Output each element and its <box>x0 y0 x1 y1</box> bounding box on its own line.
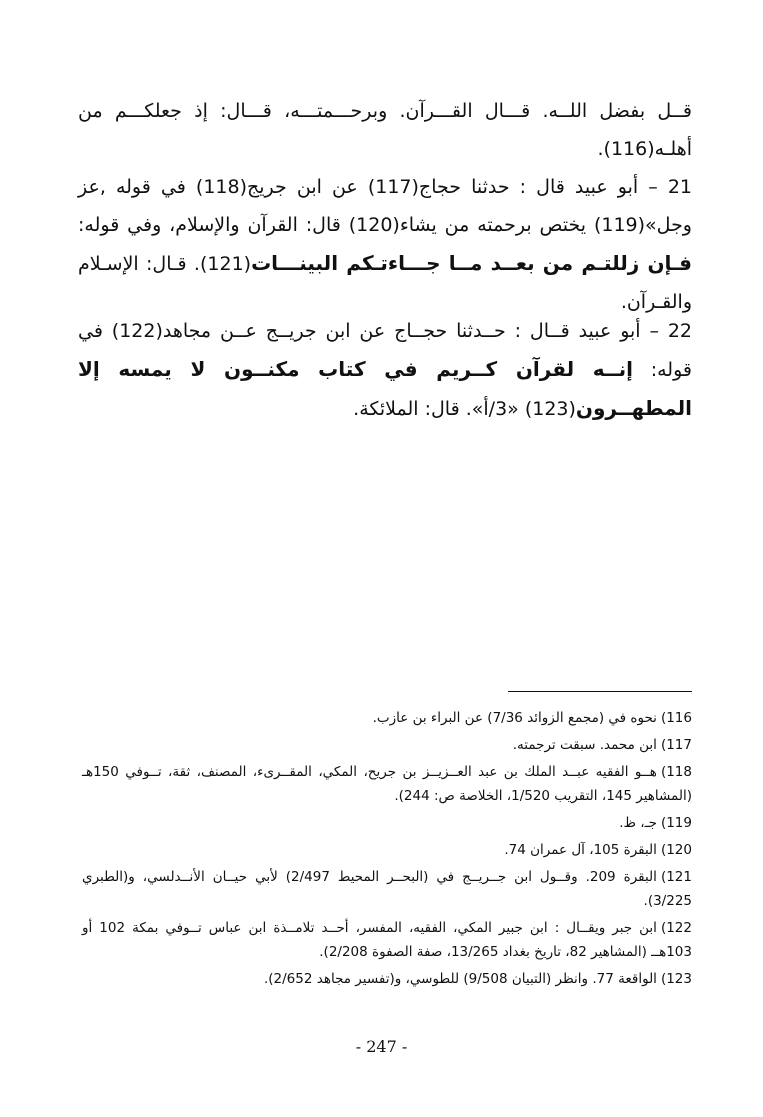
paragraph-22 <box>78 312 692 428</box>
paragraph-1 <box>78 92 692 168</box>
paragraph-21 <box>78 168 692 321</box>
paragraph-21-tail: (121). قـال: الإسـلام والقـرآن. <box>78 253 692 313</box>
footnote-text: الواقعة 77. وانظر (التبيان 9/508) للطوسي، و(تفسير مجاهد 2/652). <box>263 971 657 987</box>
footnote-text: نحوه في (مجمع الزوائد 7/36) عن البراء بن عازب. <box>372 710 657 726</box>
footnote-number: 117) <box>660 737 692 753</box>
footnote-text: ابن محمد. سبقت ترجمته. <box>512 737 657 753</box>
footnote-number: 119) <box>660 815 692 831</box>
footnote-116 <box>82 706 692 730</box>
paragraph-22-intro: 22 – أبو عبيد قــال : حــدثنا حجــاج عن ابن جريــج عــن مجاهد(122) في قوله: <box>78 320 692 381</box>
footnote-117 <box>82 733 692 757</box>
page-number: - 247 - <box>355 1037 408 1056</box>
footnote-number: 116) <box>660 710 692 726</box>
footnote-text: ابن جبر ويقــال : ابن جبير المكي، الفقيه، المفسر، أحــد تلامــذة ابن عباس تــوفي بمكة 102 أو 103هــ (المشاهير 82، تاريخ بغداد 13/265، صفة الصفوة 2/208). <box>82 920 692 960</box>
footnote-119 <box>82 811 692 835</box>
paragraph-22-tail: (123) «3/أ». قال: الملائكة. <box>353 398 576 420</box>
paragraph-22-text <box>78 312 692 428</box>
footnotes <box>82 706 692 994</box>
footnote-text: البقرة 105، آل عمران 74. <box>504 842 657 858</box>
paragraph-21-intro: 21 – أبو عبيد قال : حدثنا حجاج(117) عن ابن جريج(118) في قوله ,عز وجل»(119) يختص برحمته من يشاء(120) قال: القرآن والإسلام، وفي قوله: <box>78 176 692 236</box>
footnote-number: 118) <box>660 764 692 780</box>
quran-quote-21: فـإن زللتـم من بعــد مــا جـــاءتـكم البينـــات <box>251 251 692 275</box>
footnote-number: 121) <box>660 869 692 885</box>
footnote-121 <box>82 865 692 913</box>
footnote-text: البقرة 209. وقــول ابن جــريــج في (البحــر المحيط 2/497) لأبي حيــان الأنــدلسي، و(الطبري 3/225). <box>82 869 692 909</box>
paragraph-1-text: قــل بفضل اللــه. قـــال القـــرآن. وبرحـــمتـــه، قـــال: إذ جعلكـــم من أهلـه(116). <box>78 100 692 160</box>
footnote-123 <box>82 967 692 991</box>
footnote-122 <box>82 916 692 964</box>
footnote-number: 120) <box>660 842 692 858</box>
paragraph-21-text <box>78 168 692 321</box>
footnote-number: 122) <box>660 920 692 936</box>
footnote-divider <box>508 691 692 692</box>
footnote-number: 123) <box>660 971 692 987</box>
quran-quote-22: إنــه لقرآن كــريم في كتاب مكنــون لا يمسه إلا المطهــرون <box>78 357 692 420</box>
footnote-text: جـ، ظ. <box>619 815 657 831</box>
footnote-text: هــو الفقيه عبــد الملك بن عبد العــزيــز بن جريح، المكي، المقــرىء، المصنف، ثقة، تــوفي 150هـ (المشاهير 145، التقريب 1/520، الخلاصة ص: 244). <box>82 764 692 804</box>
footnote-118 <box>82 760 692 808</box>
footnote-120 <box>82 838 692 862</box>
